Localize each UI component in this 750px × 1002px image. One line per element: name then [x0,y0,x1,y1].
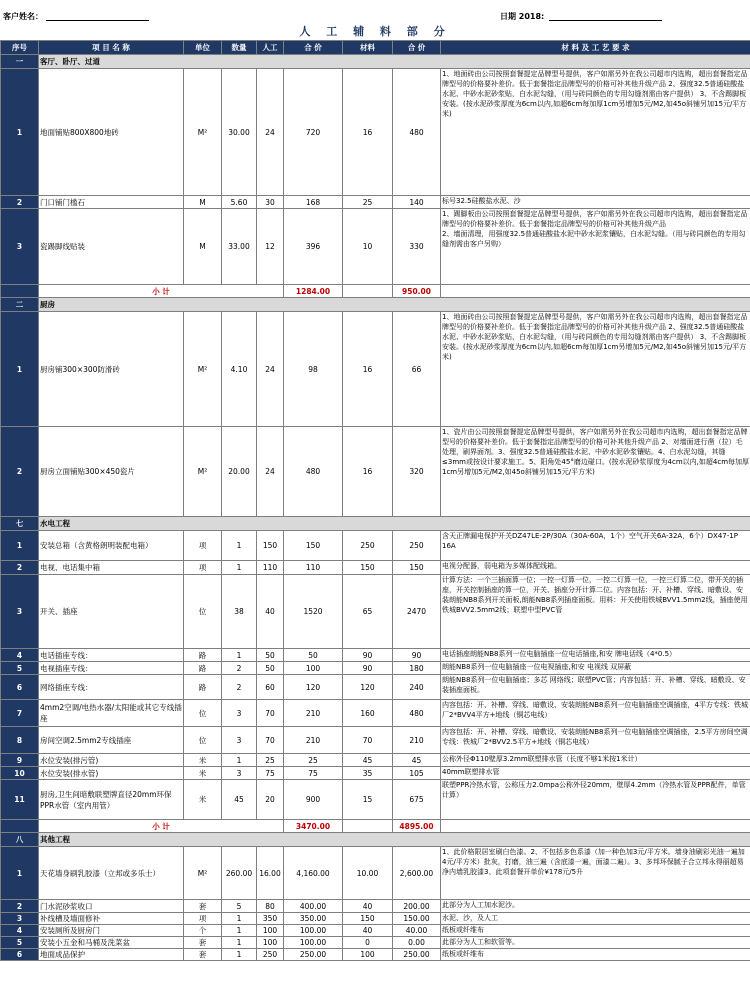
row-number: 3 [1,575,39,649]
quantity: 33.00 [222,209,257,285]
material-requirements: 1、踢脚板由公司按照套餐提定品牌型号提供，客户如需另外在我公司超市内选购，超出套餐指定品牌型号的价格要补差价。低于套餐指定品牌型号的价格可补其他升级产品 2、墙面清理，用强度32.5普通硅酸盐水泥中砂水泥浆镶贴，白水泥勾缝。（用与砖同颜色的专用勾缝剂需由客户另购） [441,209,750,285]
section-name: 其他工程 [39,833,750,847]
labor-total: 50 [284,649,343,662]
customer-name-label: 客户姓名： [3,12,43,21]
material-price: 16 [343,69,393,196]
section-name: 厨房 [39,298,750,312]
material-total: 180 [393,662,441,675]
quantity: 30.00 [222,69,257,196]
material-requirements: 朗能NB8系列一位电脑插座；多芯 网络线；联塑PVC管；内容包括：开、补槽、穿线、暗敷设、安装插座面板。 [441,675,750,700]
labor-total: 900 [284,780,343,820]
item-name: 厨房立面铺贴300×450瓷片 [39,427,184,517]
material-requirements: 计算方法：一个三插面算一位；一控一灯算一位，一控二灯算一位，一控三灯算二位，带开关的插座，开关控制插座的算一位，开关、插座分开计算二位。内容包括：开、补槽、穿线、暗敷设、安装朗能NB8系列开关面板,朗能NB8系列插座面板。用料：开关使用铁城BVV1.5mm2线，插座使用铁城BVV2.5mm2线；联塑中型PVC管 [441,575,750,649]
labor-price: 150 [257,531,284,561]
labor-total: 1520 [284,575,343,649]
column-header: 项 目 名 称 [39,41,184,55]
table-row [1,780,750,820]
item-name: 开关、插座 [39,575,184,649]
section-row [1,55,750,69]
item-name: 房间空调2.5mm2专线插座 [39,727,184,754]
material-total: 140 [393,196,441,209]
table-row [1,675,750,700]
row-number: 2 [1,561,39,575]
labor-total: 168 [284,196,343,209]
labor-price: 50 [257,662,284,675]
table-body [1,55,750,961]
labor-total: 110 [284,561,343,575]
material-total: 105 [393,767,441,780]
item-name: 补线槽及墙面修补 [39,913,184,925]
labor-total: 150 [284,531,343,561]
labor-total: 75 [284,767,343,780]
labor-price: 24 [257,69,284,196]
labor-total: 100.00 [284,937,343,949]
unit: 位 [184,700,222,727]
row-number: 10 [1,767,39,780]
material-requirements: 水泥、沙，及人工 [441,913,750,925]
unit: 个 [184,925,222,937]
material-total: 0.00 [393,937,441,949]
item-name: 门口铺门槛石 [39,196,184,209]
labor-total: 250.00 [284,949,343,961]
unit: 米 [184,754,222,767]
unit: M [184,196,222,209]
labor-total: 100.00 [284,925,343,937]
labor-price: 16.00 [257,847,284,900]
quantity: 4.10 [222,312,257,427]
quantity: 2 [222,675,257,700]
material-total: 250.00 [393,949,441,961]
material-total: 480 [393,69,441,196]
material-price: 150 [343,561,393,575]
labor-price: 30 [257,196,284,209]
unit: 项 [184,561,222,575]
unit: M² [184,847,222,900]
column-header: 单位 [184,41,222,55]
quantity: 5 [222,900,257,913]
section-row [1,833,750,847]
section-number: 二 [1,298,39,312]
date-field[interactable] [549,20,662,21]
row-number: 3 [1,913,39,925]
item-name: 门水泥砂浆收口 [39,900,184,913]
table-row [1,531,750,561]
material-price: 160 [343,700,393,727]
unit: M² [184,312,222,427]
material-price: 250 [343,531,393,561]
table-row [1,427,750,517]
item-name: 瓷踢脚线贴装 [39,209,184,285]
quantity: 2 [222,662,257,675]
table-row [1,561,750,575]
subtotal-labor: 1284.00 [284,285,343,298]
material-total: 150.00 [393,913,441,925]
subtotal-blank [441,285,750,298]
material-price: 90 [343,649,393,662]
material-price: 16 [343,427,393,517]
material-total: 330 [393,209,441,285]
quantity: 20.00 [222,427,257,517]
subtotal-label: 小 计 [39,285,284,298]
labor-price: 110 [257,561,284,575]
labor-price: 20 [257,780,284,820]
material-price: 120 [343,675,393,700]
labor-total: 98 [284,312,343,427]
item-name: 安装总箱（含黄格朗明装配电箱） [39,531,184,561]
table-row [1,209,750,285]
row-number: 3 [1,209,39,285]
material-price: 70 [343,727,393,754]
item-name: 安装小五金和马桶及洗菜盆 [39,937,184,949]
section-row [1,517,750,531]
material-price: 35 [343,767,393,780]
unit: 套 [184,900,222,913]
material-price: 25 [343,196,393,209]
quantity: 1 [222,649,257,662]
labor-total: 120 [284,675,343,700]
material-total: 320 [393,427,441,517]
unit: 米 [184,767,222,780]
material-requirements: 含天正牌漏电保护开关DZ47LE-2P/30A（30A-60A，1个）空气开关6A-32A，6个）DX47-1P 16A [441,531,750,561]
material-requirements: 内容包括：开、补槽、穿线、暗敷设、安装朗能NB8系列一位电脑插座空调插座，4平方专线：铁城厂2*BVV4平方+地线（铜芯电线） [441,700,750,727]
material-requirements: 电视分配器，弱电箱为多媒体配线箱。 [441,561,750,575]
row-number: 7 [1,700,39,727]
quantity: 45 [222,780,257,820]
column-header: 序号 [1,41,39,55]
column-header: 材料 [343,41,393,55]
quantity: 1 [222,531,257,561]
material-price: 40 [343,900,393,913]
labor-total: 100 [284,662,343,675]
material-price: 10 [343,209,393,285]
unit: 路 [184,649,222,662]
labor-price: 25 [257,754,284,767]
material-total: 45 [393,754,441,767]
table-row [1,575,750,649]
material-price: 150 [343,913,393,925]
item-name: 水位安装(排水管) [39,767,184,780]
unit: 套 [184,937,222,949]
material-requirements: 朗能NB8系列一位电脑插座一位电视插座,和安 电视线 双屏蔽 [441,662,750,675]
material-requirements: 1、此价格限居室刷白色漆。2、不包括多色系漆（加一种色加3元/平方米。墙身油刷彩光油一遍加4元/平方米）批灰，打磨，油三遍（含底漆一遍，面漆二遍）。3、多邦环保腻子合立邦永得丽超易净内墙乳胶漆3、此项套餐开单价¥178元/5升 [441,847,750,900]
quantity: 3 [222,727,257,754]
subtotal-row [1,820,750,833]
material-price: 15 [343,780,393,820]
material-total: 40.00 [393,925,441,937]
section-number: 一 [1,55,39,69]
unit: 路 [184,675,222,700]
subtotal-labor: 3470.00 [284,820,343,833]
material-total: 2,600.00 [393,847,441,900]
row-number: 6 [1,949,39,961]
material-requirements: 联塑PPR冷热水管，公称压力2.0mpa公称外径20mm，壁厚4.2mm（冷热水管及PPR配件，单管计算） [441,780,750,820]
material-requirements: 纸板或纤维布 [441,925,750,937]
table-row [1,196,750,209]
unit: M² [184,69,222,196]
row-number [1,285,39,298]
row-number: 11 [1,780,39,820]
labor-total: 400.00 [284,900,343,913]
labor-total: 720 [284,69,343,196]
material-total: 200.00 [393,900,441,913]
labor-price: 60 [257,675,284,700]
quantity: 38 [222,575,257,649]
material-price: 16 [343,312,393,427]
quantity: 3 [222,700,257,727]
customer-name-field[interactable] [46,20,149,21]
table-row [1,937,750,949]
labor-price: 12 [257,209,284,285]
column-header: 数量 [222,41,257,55]
labor-total: 480 [284,427,343,517]
row-number: 1 [1,69,39,196]
column-header: 人工 [257,41,284,55]
unit: 项 [184,913,222,925]
quantity: 260.00 [222,847,257,900]
section-number: 八 [1,833,39,847]
item-name: 地面成品保护 [39,949,184,961]
row-number: 9 [1,754,39,767]
labor-price: 100 [257,937,284,949]
labor-total: 396 [284,209,343,285]
row-number: 1 [1,531,39,561]
material-requirements: 标号32.5硅酸盐水泥、沙 [441,196,750,209]
labor-total: 4,160.00 [284,847,343,900]
labor-price: 80 [257,900,284,913]
table-row [1,700,750,727]
unit: 位 [184,727,222,754]
row-number: 5 [1,662,39,675]
material-total: 90 [393,649,441,662]
labor-total: 25 [284,754,343,767]
material-total: 66 [393,312,441,427]
material-price: 45 [343,754,393,767]
labor-price: 70 [257,727,284,754]
quantity: 3 [222,767,257,780]
section-name: 水电工程 [39,517,750,531]
material-price: 65 [343,575,393,649]
row-number: 2 [1,196,39,209]
section-number: 七 [1,517,39,531]
table-row [1,69,750,196]
subtotal-material: 4895.00 [393,820,441,833]
material-requirements: 此部分为人工和软管等。 [441,937,750,949]
material-requirements: 1、地面砖由公司按照套餐提定品牌型号提供，客户如需另外在我公司超市内选购，超出套餐指定品牌型号的价格要补差价。低于套餐指定品牌型号的价格可补其他升级产品 2、强度32.5普通硅酸盐水泥、中砂水泥砂浆贴，白水泥勾缝，（用与砖同颜色的专用勾缝剂需由客户提供） 3、不含踢脚板安装。(按水泥砂浆厚度为6cm以内,如超6cm每加厚1cm另增加5元/M2,如45o斜铺另加15元/平方米) [441,312,750,427]
material-price: 40 [343,925,393,937]
unit: M² [184,427,222,517]
item-name: 厨房铺300×300防滑砖 [39,312,184,427]
row-number: 4 [1,925,39,937]
row-number: 2 [1,900,39,913]
material-total: 675 [393,780,441,820]
item-name: 4mm2空调/电热水器/太阳能或其它专线插座 [39,700,184,727]
item-name: 地面铺贴800X800地砖 [39,69,184,196]
item-name: 电视、电话集中箱 [39,561,184,575]
material-requirements: 1、地面砖由公司按照套餐提定品牌型号提供，客户如需另外在我公司超市内选购，超出套餐指定品牌型号的价格要补差价。低于套餐指定品牌型号的价格可补其他升级产品 2、强度32.5普通硅酸盐水泥、中砂水泥砂浆贴，白水泥勾缝，（用与砖同颜色的专用勾缝剂需由客户提供） 3、不含踢脚板安装。(按水泥砂浆厚度为6cm以内,如超6cm每加厚1cm另增加5元/M2,如45o斜铺另加15元/平方米) [441,69,750,196]
material-requirements: 电话插座朗能NB8系列一位电脑插座一位电话插座,和安 牌电话线（4*0.5） [441,649,750,662]
table-row [1,662,750,675]
row-number: 1 [1,847,39,900]
labor-total: 210 [284,727,343,754]
item-name: 电视插座专线： [39,662,184,675]
subtotal-blank [343,820,393,833]
material-total: 2470 [393,575,441,649]
quantity: 1 [222,937,257,949]
material-price: 100 [343,949,393,961]
material-total: 250 [393,531,441,561]
section-row [1,298,750,312]
material-requirements: 内容包括：开、补槽、穿线、暗敷设、安装朗能NB8系列一位电脑插座空调插座，2.5平方房间空调专线：铁城厂2*BVV2.5平方+地线（铜芯电线） [441,727,750,754]
unit: 项 [184,531,222,561]
column-header: 合 价 [393,41,441,55]
row-number: 4 [1,649,39,662]
table-row [1,949,750,961]
item-name: 天花墙身刷乳胶漆（立邦或多乐士） [39,847,184,900]
sheet-title: 人 工 辅 料 部 分 [299,25,451,38]
material-total: 240 [393,675,441,700]
subtotal-blank [441,820,750,833]
labor-total: 350.00 [284,913,343,925]
quantity: 1 [222,913,257,925]
unit: 套 [184,949,222,961]
unit: 路 [184,662,222,675]
item-name: 电话插座专线： [39,649,184,662]
row-number: 6 [1,675,39,700]
row-number: 8 [1,727,39,754]
subtotal-label: 小 计 [39,820,284,833]
quantity: 1 [222,561,257,575]
material-requirements: 纸板或纤维布 [441,949,750,961]
unit: 米 [184,780,222,820]
table-row [1,900,750,913]
table-row [1,913,750,925]
subtotal-row [1,285,750,298]
labor-price: 350 [257,913,284,925]
unit: 位 [184,575,222,649]
table-row [1,767,750,780]
table-row [1,925,750,937]
item-name: 网络插座专线： [39,675,184,700]
material-total: 210 [393,727,441,754]
table-row [1,312,750,427]
quantity: 1 [222,949,257,961]
table-row [1,649,750,662]
quantity: 5.60 [222,196,257,209]
labor-price: 24 [257,312,284,427]
row-number: 5 [1,937,39,949]
labor-price: 250 [257,949,284,961]
material-requirements: 此部分为人工加水泥沙。 [441,900,750,913]
quantity: 1 [222,754,257,767]
item-name: 安装厕所及厨房门 [39,925,184,937]
labor-price: 70 [257,700,284,727]
subtotal-blank [343,285,393,298]
labor-price: 75 [257,767,284,780]
column-header: 材 料 及 工 艺 要 求 [441,41,750,55]
material-price: 10.00 [343,847,393,900]
quantity: 1 [222,925,257,937]
row-number: 2 [1,427,39,517]
material-requirements: 40mm联塑排水管 [441,767,750,780]
material-total: 480 [393,700,441,727]
table-row [1,847,750,900]
unit: M [184,209,222,285]
labor-price: 50 [257,649,284,662]
date-label: 日期 2018: [500,12,545,21]
material-requirements: 1、瓷片由公司按照套餐提定品牌型号提供，客户如需另外在我公司超市内选购，超出套餐指定品牌型号的价格要补差价。低于套餐指定品牌型号的价格可补其他升级产品 2、对墙面进行凿（拉）毛处理，刷界面剂。3、强度32.5普通硅酸盐水泥、中砂水泥砂浆镶贴。4、白水泥勾缝，其缝≤3mm或按设计要求施工。5、阳角处45°磨边碰口。(按水泥砂浆厚度为4cm以内,如超4cm每加厚1cm另增加5元/M2,如45o斜铺另加15元/平方米) [441,427,750,517]
table-header-row [1,41,750,55]
labor-total: 210 [284,700,343,727]
row-number: 1 [1,312,39,427]
table-row [1,754,750,767]
material-requirements: 公称外径Φ110壁厚3.2mm联塑排水管（长度不够1米按1米计） [441,754,750,767]
row-number [1,820,39,833]
material-price: 0 [343,937,393,949]
material-total: 150 [393,561,441,575]
labor-price: 40 [257,575,284,649]
material-price: 90 [343,662,393,675]
section-name: 客厅、卧厅、过道 [39,55,750,69]
column-header: 合 价 [284,41,343,55]
table-row [1,727,750,754]
item-name: 厨房,卫生间暗敷联塑牌直径20mm环保PPR水管（室内用管） [39,780,184,820]
labor-price: 24 [257,427,284,517]
quote-table [0,40,750,961]
item-name: 水位安装(排污管) [39,754,184,767]
labor-price: 100 [257,925,284,937]
subtotal-material: 950.00 [393,285,441,298]
